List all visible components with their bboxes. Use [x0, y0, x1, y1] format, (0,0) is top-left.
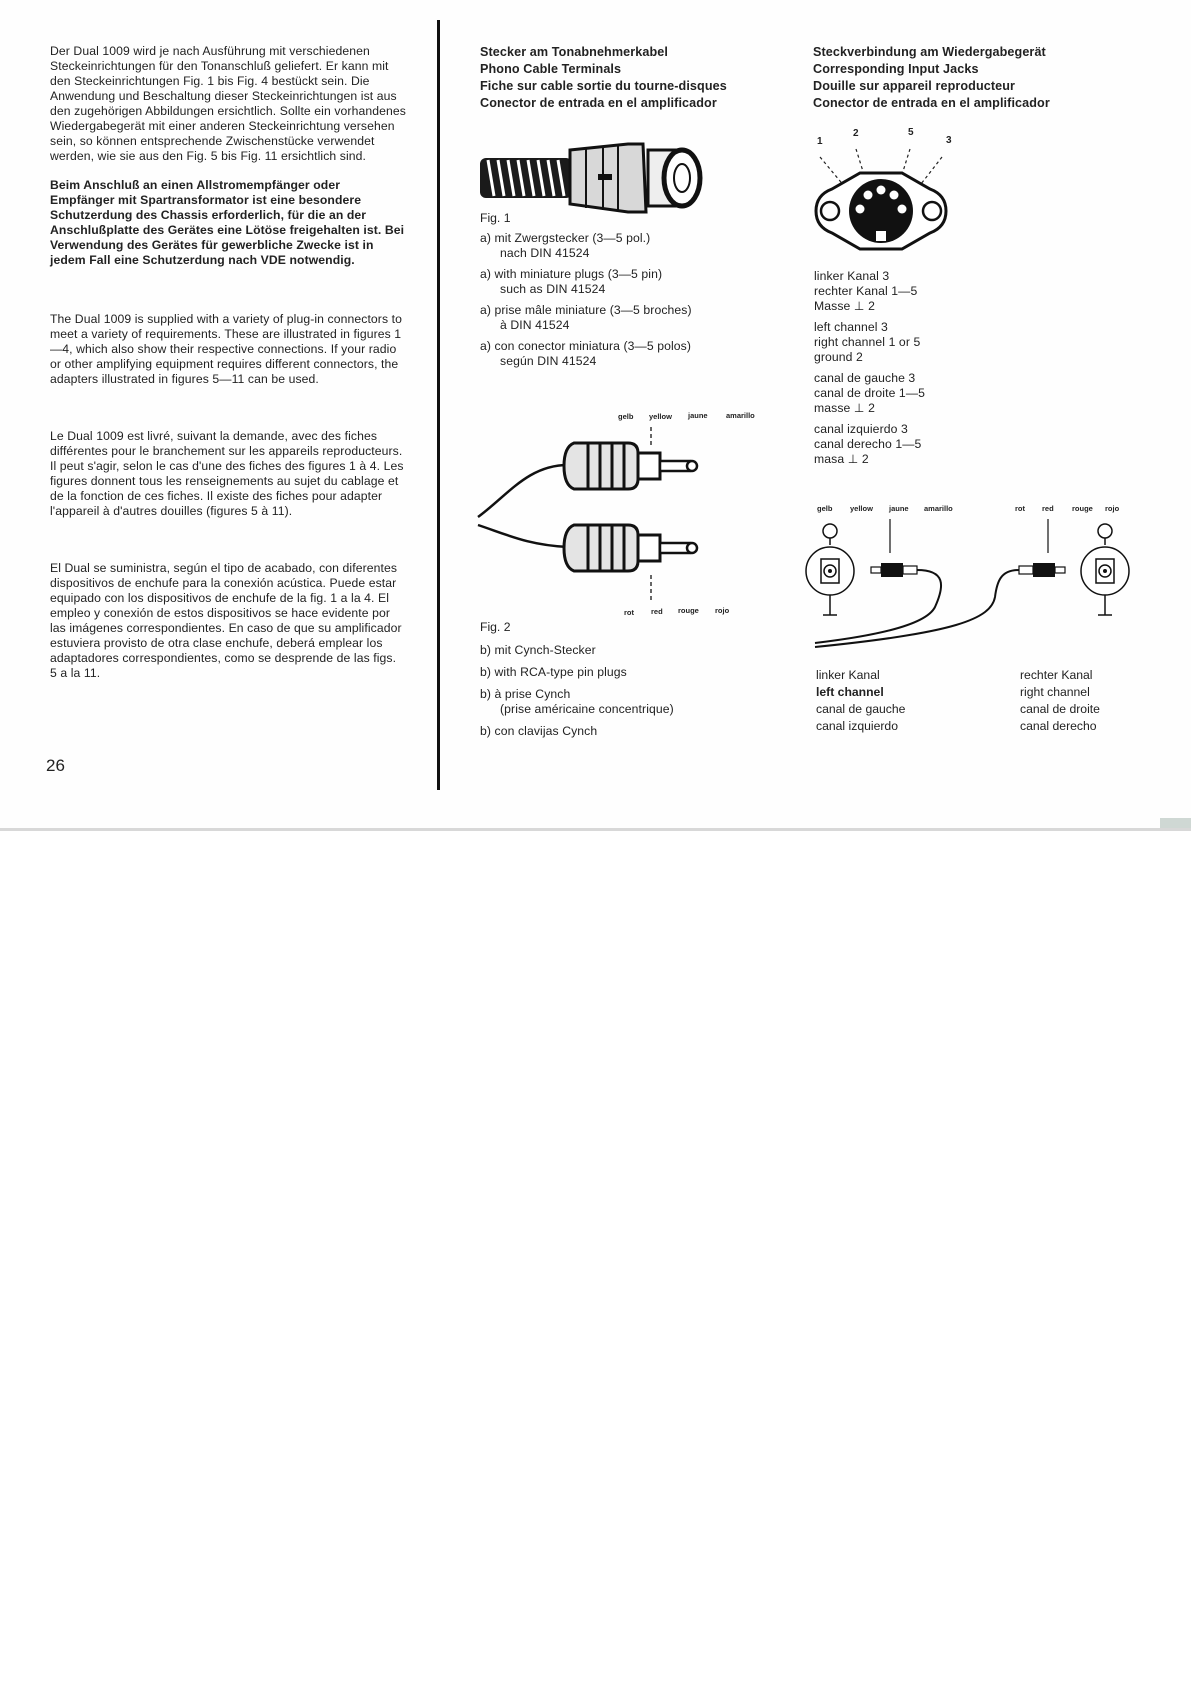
header-es: Conector de entrada en el amplificador [813, 96, 1050, 110]
rca-plug-lower [564, 525, 697, 571]
pinout-group-de: linker Kanal 3 rechter Kanal 1—5 Masse ⊥ 2 [814, 269, 918, 313]
fig1-item-es: a) con conector miniatura (3—5 polos) según DIN 41524 [480, 339, 691, 368]
jack-right-color-fr: rouge [1072, 504, 1093, 513]
jack-right-color-de: rot [1015, 504, 1025, 513]
english-paragraph: The Dual 1009 is supplied with a variety of plug-in connectors to meet a variety of requirements. These are illustrated in figures 1—4, which also show their respective connections. If your radio or other amplifying equipment requires different connectors, the adapters illustrated in figures 5—11 can be used. [50, 312, 403, 386]
jack-right-color-es: rojo [1105, 504, 1120, 513]
pinout-group-fr: canal de gauche 3 canal de droite 1—5 masse ⊥ 2 [814, 371, 925, 415]
fig2-item-de: b) mit Cynch-Stecker [480, 643, 596, 657]
header-en: Corresponding Input Jacks [813, 62, 979, 76]
rca-jacks-wiring-illustration [805, 515, 1135, 655]
header-de: Steckverbindung am Wiedergabegerät [813, 45, 1046, 59]
left-plug [871, 563, 917, 577]
cable-strain-relief [480, 158, 572, 198]
pinout-list [814, 269, 1014, 467]
fig1-item-fr: a) prise mâle miniature (3—5 broches) à DIN 41524 [480, 303, 692, 332]
header-fr: Douille sur appareil reproducteur [813, 79, 1016, 93]
page-bottom-edge [0, 828, 1191, 831]
fig1-item-en: a) with miniature plugs (3—5 pin) such as DIN 41524 [480, 267, 663, 296]
column-divider [437, 20, 440, 790]
fig2-bottom-color-fr: rouge [678, 606, 699, 615]
right-jack [1081, 524, 1129, 615]
page-number: 26 [46, 756, 65, 775]
fig2-item-en: b) with RCA-type pin plugs [480, 665, 627, 679]
jack-left-color-de: gelb [817, 504, 833, 513]
pin-number-2: 2 [853, 128, 859, 139]
left-jack [806, 524, 854, 615]
fig2-top-color-es: amarillo [726, 411, 755, 420]
header-en: Phono Cable Terminals [480, 62, 622, 76]
fig2-item-es: b) con clavijas Cynch [480, 724, 598, 738]
fig2-bottom-color-en: red [651, 607, 663, 616]
rca-plug-upper [564, 443, 697, 489]
header-de: Stecker am Tonabnehmerkabel [480, 45, 668, 59]
input-jack-headers [813, 44, 1153, 112]
fig1-description-list [480, 231, 780, 375]
fig2-top-color-de: gelb [618, 412, 634, 421]
left-channel-labels: linker Kanal left channel canal de gauche canal izquierdo [816, 668, 906, 733]
header-es: Conector de entrada en el amplificador [480, 96, 717, 110]
french-paragraph: Le Dual 1009 est livré, suivant la demande, avec des fiches différentes pour le branchement sur les appareils reproducteurs. Il peut s'agir, selon le cas d'une des fiches des figures 1 à 4. Les figures donnent tous les renseignements au sujet du cablage et de la fonction de ces fiches. Il existe des fiches pour adapter l'appareil à d'autres douilles (figures 5 à 11). [50, 429, 404, 518]
fig2-top-color-en: yellow [649, 412, 672, 421]
spanish-paragraph: El Dual se suministra, según el tipo de acabado, con diferentes dispositivos de enchufe para la conexión acústica. Puede estar equipado con los dispositivos de enchufe de la fig. 1 a la 4. El empleo y conexión de estos dispositivos se hace evidente por las imágenes correspondientes. En caso de que su amplificador estuviera provisto de otra clase enchufe, deberá emplear los adaptadores correspondientes, como se desprende de las figs. 5 a la 11. [50, 561, 402, 680]
plug-face [664, 150, 700, 206]
german-paragraph: Der Dual 1009 wird je nach Ausführung mit verschiedenen Steckeinrichtungen für den Tonanschluß geliefert. Er kann mit den Steckeinrichtungen Fig. 1 bis Fig. 4 bestückt sein. Die Anwendung und Beschaltung dieser Steckeinrichtungen ist aus den zugehörigen Abbildungen ersichtlich. Sollte ein vorhandenes Wiedergabegerät mit einer anderen Steckeinrichtung versehen sein, so können entsprechende Zwischenstücke verwendet werden, wie sie aus den Fig. 5 bis Fig. 11 ersichtlich sind. [50, 44, 406, 163]
page-edge-shadow [1160, 818, 1191, 828]
manual-page [0, 0, 1191, 830]
din-socket-illustration [810, 145, 950, 255]
fig2-description-list [480, 643, 780, 745]
fig2-bottom-color-de: rot [624, 608, 634, 617]
right-channel-labels: rechter Kanal right channel canal de droite canal derecho [1020, 668, 1100, 733]
pin-number-1: 1 [817, 136, 823, 147]
left-column [50, 44, 406, 695]
rca-plugs-illustration [478, 425, 728, 610]
phono-cable-headers [480, 44, 780, 112]
fig2-label: Fig. 2 [480, 620, 511, 634]
din-plug-illustration [478, 140, 718, 215]
pin-number-3: 3 [946, 135, 952, 146]
fig2-item-fr: b) à prise Cynch (prise américaine concentrique) [480, 687, 674, 716]
german-safety-paragraph: Beim Anschluß an einen Allstromempfänger oder Empfänger mit Spartransformator ist eine besondere Schutzerdung des Chassis erforderlich, für die an der Anschlußplatte des Gerätes eine Lötöse freigehalten ist. Bei Verwendung des Gerätes für gewerbliche Zwecke ist in jedem Fall eine Schutzerdung nach VDE notwendig. [50, 178, 405, 267]
rca-cables [478, 465, 568, 547]
pinout-group-es: canal izquierdo 3 canal derecho 1—5 masa ⊥ 2 [814, 422, 922, 466]
fig1-item-de: a) mit Zwergstecker (3—5 pol.) nach DIN 41524 [480, 231, 651, 260]
fig2-bottom-color-es: rojo [715, 606, 730, 615]
fig1-label: Fig. 1 [480, 211, 511, 225]
pin-number-5: 5 [908, 127, 914, 138]
fig2-top-color-fr: jaune [688, 411, 708, 420]
jack-left-color-en: yellow [850, 504, 873, 513]
header-fr: Fiche sur cable sortie du tourne-disques [480, 79, 727, 93]
jack-left-color-fr: jaune [889, 504, 909, 513]
jack-left-color-es: amarillo [924, 504, 953, 513]
pinout-group-en: left channel 3 right channel 1 or 5 ground 2 [814, 320, 921, 364]
right-plug [1019, 563, 1065, 577]
jack-right-color-en: red [1042, 504, 1054, 513]
